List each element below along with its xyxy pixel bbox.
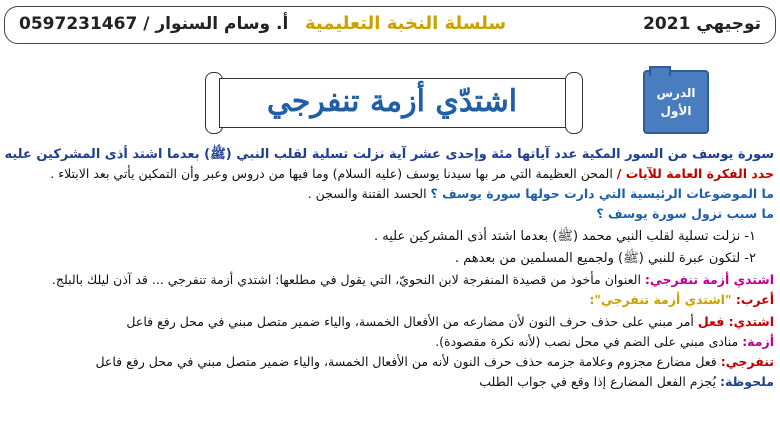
general-idea-label: حدد الفكرة العامة للآيات / [616, 166, 774, 181]
header-bar [4, 6, 776, 44]
intro-line: سورة يوسف من السور المكية عدد آياتها مئة وإحدى عشر آية نزلت تسلية لقلب النبي (ﷺ) بعدما اشتد أذى المشركين عليه [4, 147, 774, 162]
note-line [479, 374, 774, 389]
parse-phrase: "اشتدي أزمة تنفرجي": [589, 292, 736, 307]
main-topics-line [308, 186, 774, 201]
reason-2: ٢- لتكون عبرة للنبي (ﷺ) ولجميع المسلمين من بعدهم . [454, 251, 756, 266]
main-topics-label: ما الموضوعات الرئيسية التي دارت حولها سورة يوسف ؟ [430, 186, 774, 201]
parse-ishtaddi [126, 314, 774, 329]
ishtaddi-label: اشتدي: فعل [697, 314, 774, 329]
parse-tanfariji [95, 354, 774, 369]
general-idea-line [50, 166, 774, 181]
title-origin-line [52, 272, 774, 287]
scroll-curl-right [565, 72, 583, 134]
tanfariji-text: فعل مضارع مجزوم وعلامة جزمه حذف حرف النون لأنه من الأفعال الخمسة، والياء ضمير متصل مبني في محل رفع فاعل [95, 354, 721, 369]
title-origin-label: اشتدي أزمة تنفرجي: [644, 272, 774, 287]
badge-tab [649, 66, 671, 76]
main-topics-text: الحسد الفتنة والسجن . [307, 186, 431, 201]
year-label: توجيهي 2021 [643, 14, 761, 34]
note-text: يُجزم الفعل المضارع إذا وقع في جواب الطلب [479, 374, 720, 389]
parse-heading [589, 292, 774, 307]
parse-label: أعرب: [735, 292, 774, 307]
series-title: سلسلة النخبة التعليمية [305, 13, 507, 34]
lesson-title: اشتدّي أزمة تنفرجي [266, 84, 518, 119]
lesson-badge [643, 70, 709, 134]
azma-label: أزمة: [742, 334, 774, 349]
badge-line2: الأول [660, 104, 692, 118]
parse-azma [435, 334, 774, 349]
title-scroll [205, 72, 583, 132]
teacher-contact: أ. وسام السنوار / 0597231467 [19, 14, 289, 34]
note-label: ملحوظة: [719, 374, 774, 389]
reason-1: ١- نزلت تسلية لقلب النبي محمد (ﷺ) بعدما اشتد أذى المشركين عليه . [373, 229, 756, 244]
tanfariji-label: تنفرجي: [720, 354, 774, 369]
revelation-question: ما سبب نزول سورة يوسف ؟ [596, 206, 774, 221]
azma-text: منادى مبني على الضم في محل نصب (لأنه نكرة مقصودة). [435, 334, 743, 349]
general-idea-text: المحن العظيمة التي مر بها سيدنا يوسف (عليه السلام) وما فيها من دروس وعبر وأن التمكين يأتي بعد الابتلاء . [50, 166, 617, 181]
ishtaddi-text: أمر مبني على حذف حرف النون لأن مضارعه من الأفعال الخمسة، والياء ضمير متصل مبني في محل رفع فاعل [126, 314, 698, 329]
badge-line1: الدرس [656, 86, 696, 100]
title-origin-text: العنوان مأخوذ من قصيدة المنفرجة لابن النحويّ، التي يقول في مطلعها: اشتدي أزمة تنفرجي ... قد آذن ليلك بالبلج. [51, 272, 645, 287]
